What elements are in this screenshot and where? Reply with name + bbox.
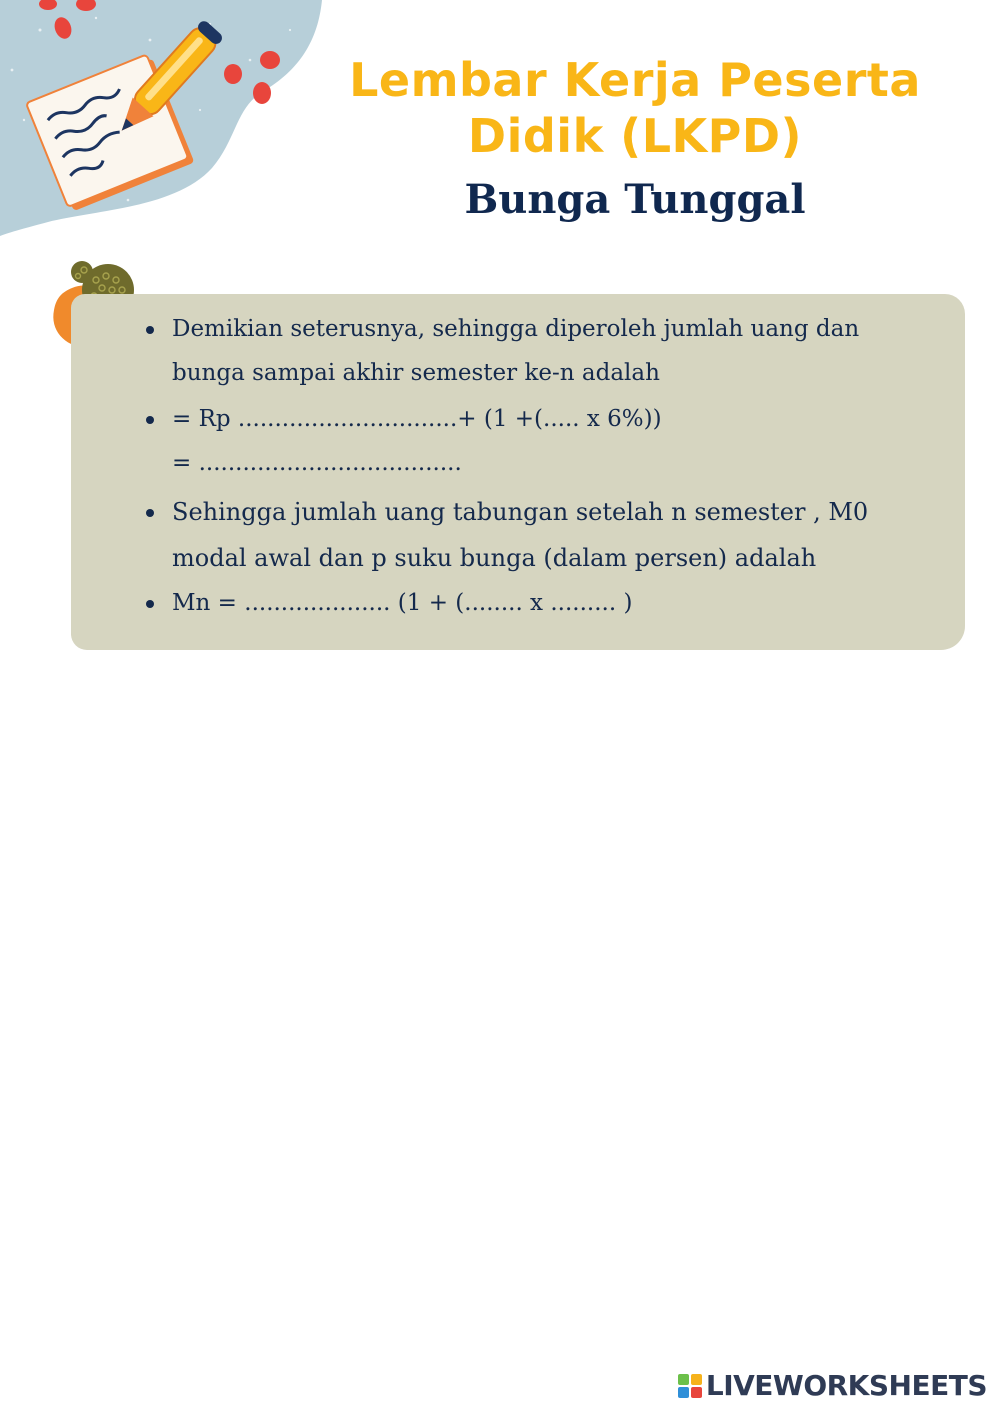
- bullet-dot: [146, 509, 154, 517]
- list-item: [142, 489, 952, 581]
- list-item: [142, 397, 952, 489]
- page-title: [320, 52, 950, 164]
- liveworksheets-logo-icon: [678, 1374, 702, 1398]
- list-item-line: Mn = .................... (1 + (........ x ......... ): [172, 590, 633, 616]
- list-item-line: Demikian seterusnya, sehingga diperoleh jumlah uang dan: [172, 316, 860, 342]
- list-item-line: = Rp ..............................+ (1 +(..... x 6%)): [172, 406, 662, 432]
- list-item-line: Sehingga jumlah uang tabungan setelah n semester , M0: [172, 498, 869, 526]
- list-item: [142, 581, 952, 627]
- list-item-line: modal awal dan p suku bunga (dalam persen) adalah: [172, 544, 817, 572]
- bullet-dot: [146, 600, 154, 608]
- bullet-list: [142, 307, 952, 627]
- list-item: [142, 307, 952, 397]
- brand-name: LIVEWORKSHEETS: [705, 1369, 987, 1402]
- bullet-dot: [146, 416, 154, 424]
- list-item-line: = ....................................: [172, 450, 462, 476]
- bullet-dot: [146, 326, 154, 334]
- list-item-line: bunga sampai akhir semester ke-n adalah: [172, 360, 660, 386]
- page-subtitle: Bunga Tunggal: [464, 176, 806, 223]
- notebook-pencil-illustration: [0, 0, 330, 240]
- title-line-1: Lembar Kerja Peserta: [349, 53, 921, 107]
- title-line-2: Didik (LKPD): [467, 109, 803, 163]
- liveworksheets-brand[interactable]: [678, 1371, 987, 1401]
